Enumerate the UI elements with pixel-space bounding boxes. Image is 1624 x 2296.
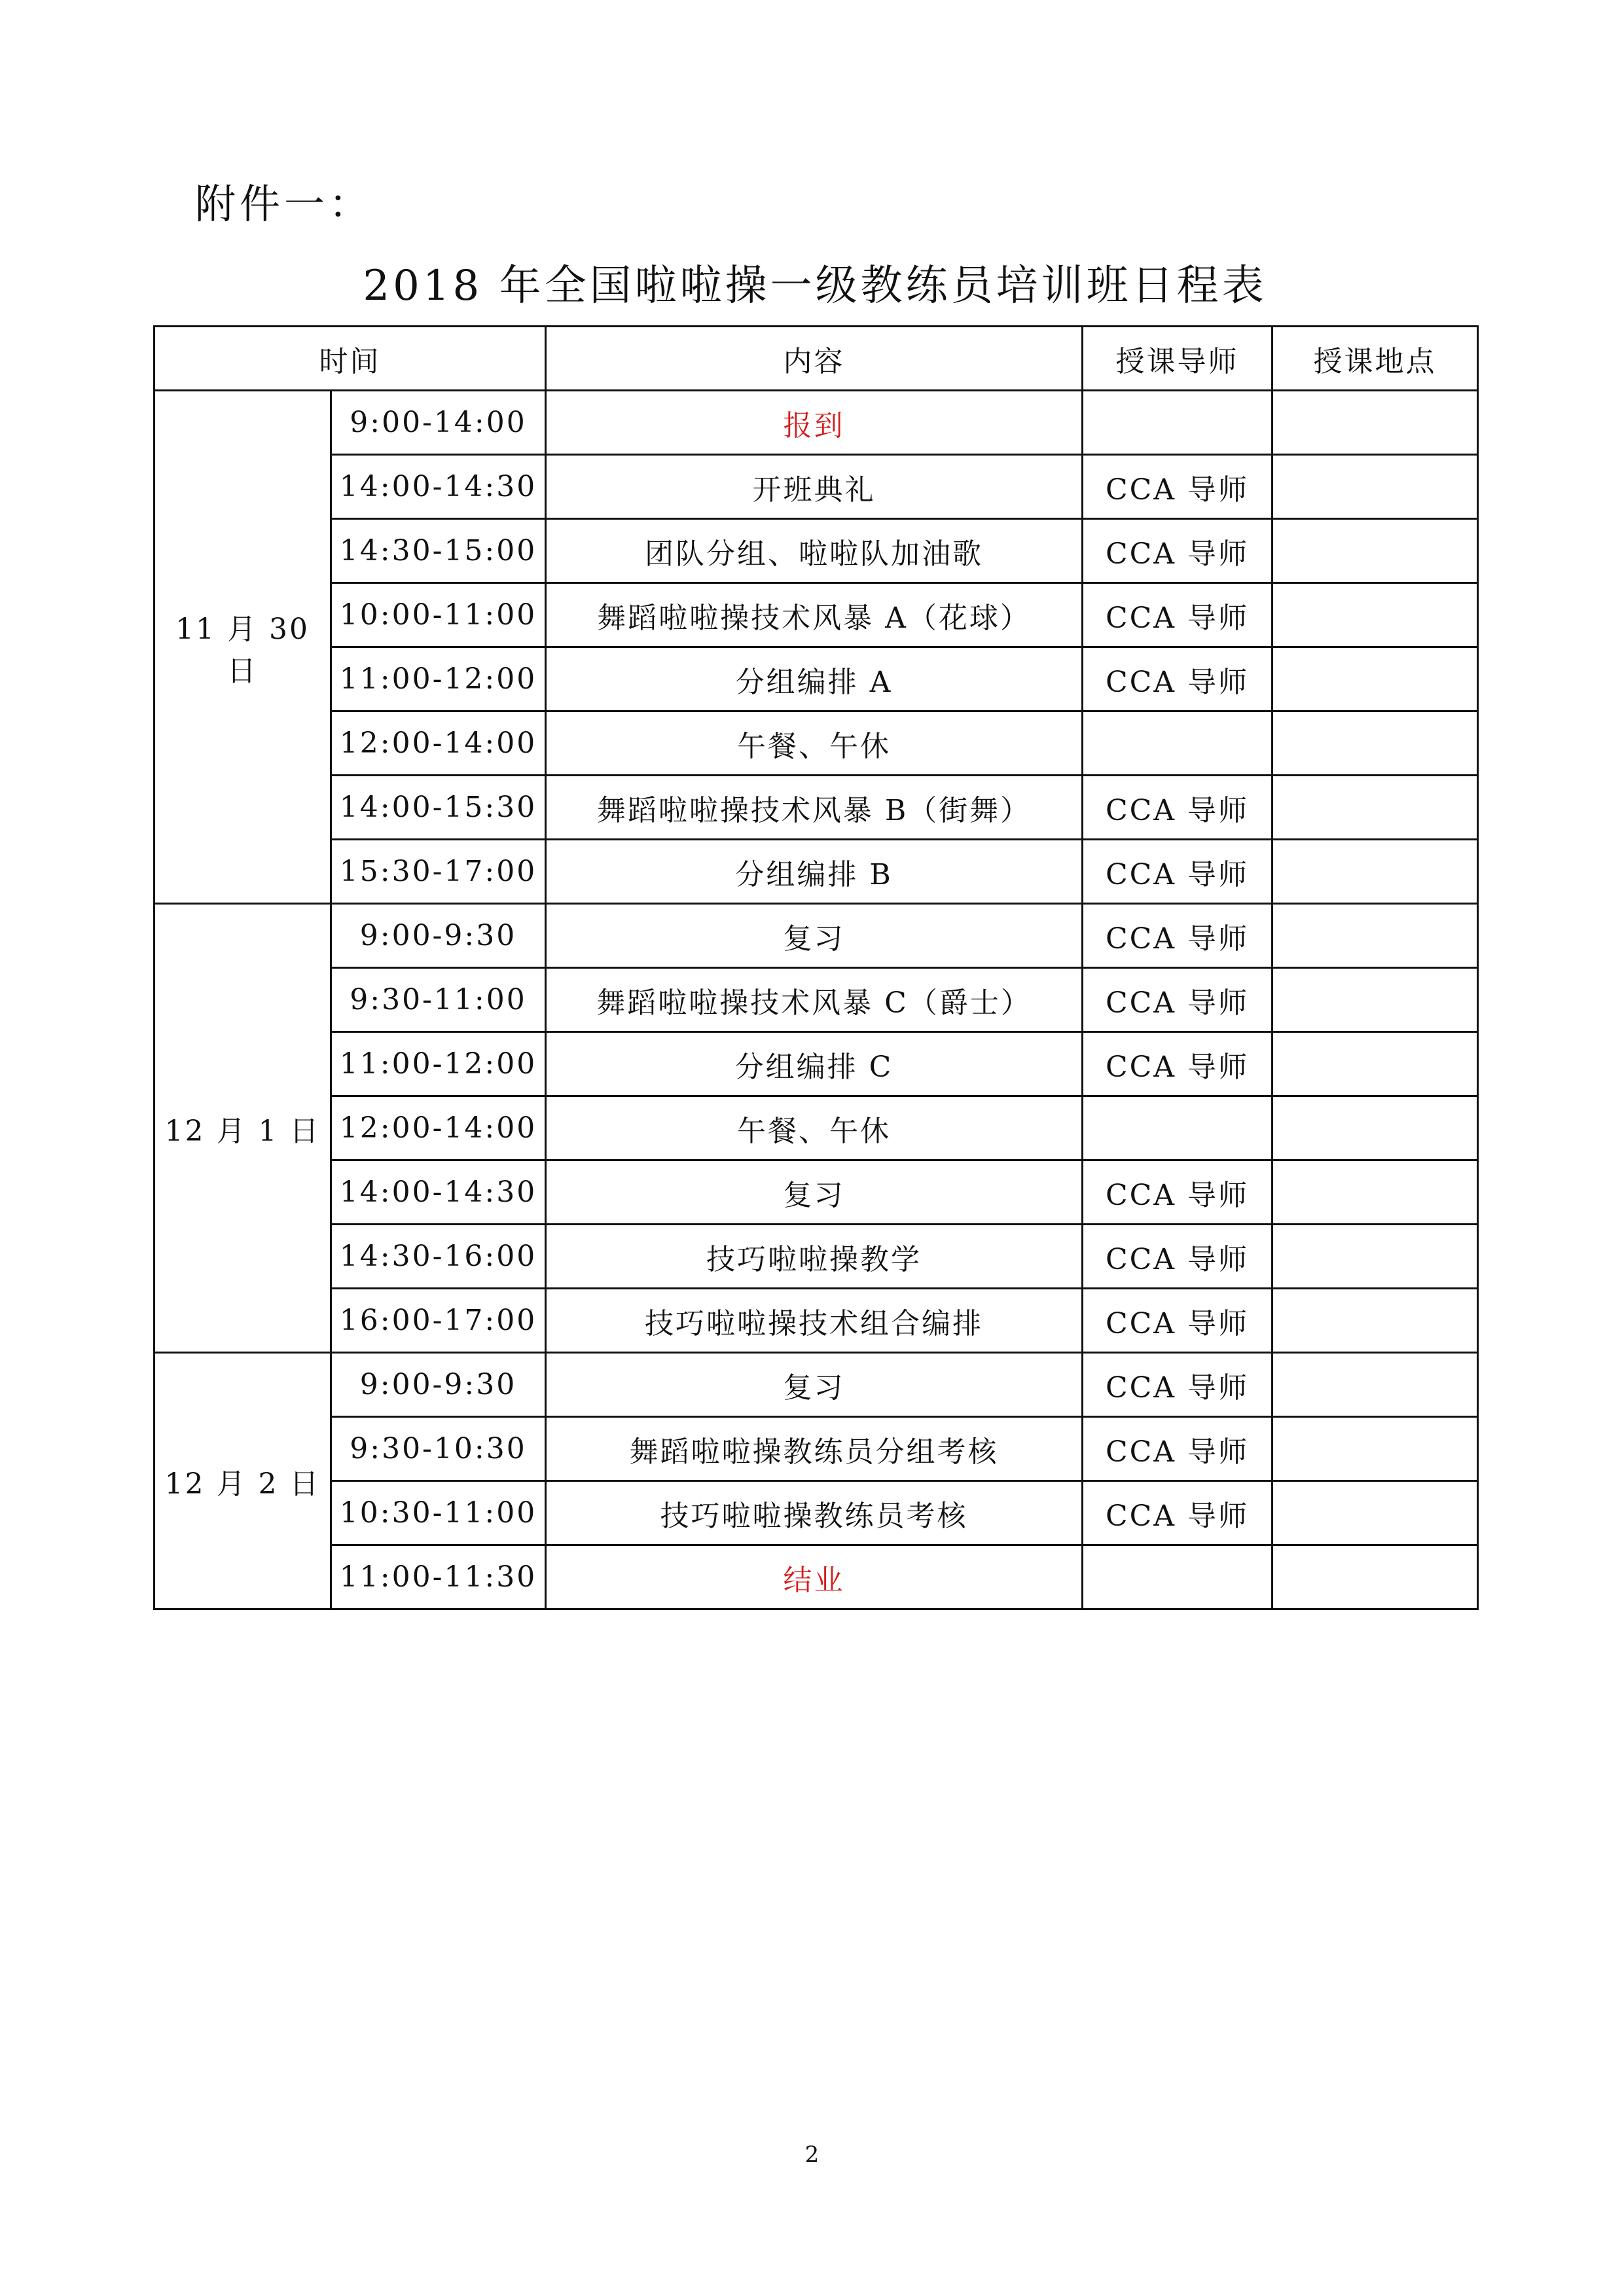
content-cell: 舞蹈啦啦操技术风暴 C（爵士） bbox=[546, 968, 1083, 1032]
content-cell: 结业 bbox=[546, 1545, 1083, 1609]
time-cell: 9:30-11:00 bbox=[331, 968, 546, 1032]
location-cell bbox=[1272, 776, 1478, 840]
time-cell: 11:00-11:30 bbox=[331, 1545, 546, 1609]
location-cell bbox=[1272, 1160, 1478, 1225]
table-row bbox=[154, 583, 1478, 647]
location-cell bbox=[1272, 647, 1478, 711]
time-cell: 9:00-9:30 bbox=[331, 1353, 546, 1417]
location-cell bbox=[1272, 904, 1478, 968]
table-row bbox=[154, 776, 1478, 840]
time-cell: 10:30-11:00 bbox=[331, 1481, 546, 1545]
location-cell bbox=[1272, 840, 1478, 904]
instructor-cell: CCA 导师 bbox=[1083, 583, 1272, 647]
content-cell: 技巧啦啦操教学 bbox=[546, 1225, 1083, 1289]
table-row bbox=[154, 968, 1478, 1032]
instructor-cell: CCA 导师 bbox=[1083, 1289, 1272, 1353]
time-cell: 9:30-10:30 bbox=[331, 1417, 546, 1481]
content-cell: 技巧啦啦操教练员考核 bbox=[546, 1481, 1083, 1545]
table-row bbox=[154, 1032, 1478, 1096]
instructor-cell: CCA 导师 bbox=[1083, 840, 1272, 904]
header-location: 授课地点 bbox=[1272, 327, 1478, 391]
table-row bbox=[154, 647, 1478, 711]
instructor-cell: CCA 导师 bbox=[1083, 1353, 1272, 1417]
location-cell bbox=[1272, 1545, 1478, 1609]
location-cell bbox=[1272, 519, 1478, 583]
instructor-cell: CCA 导师 bbox=[1083, 904, 1272, 968]
table-row bbox=[154, 1289, 1478, 1353]
instructor-cell: CCA 导师 bbox=[1083, 1032, 1272, 1096]
time-cell: 12:00-14:00 bbox=[331, 1096, 546, 1160]
table-row bbox=[154, 1545, 1478, 1609]
header-content: 内容 bbox=[546, 327, 1083, 391]
content-cell: 开班典礼 bbox=[546, 455, 1083, 519]
location-cell bbox=[1272, 1225, 1478, 1289]
time-cell: 11:00-12:00 bbox=[331, 647, 546, 711]
instructor-cell: CCA 导师 bbox=[1083, 776, 1272, 840]
table-row bbox=[154, 1353, 1478, 1417]
content-cell: 舞蹈啦啦操教练员分组考核 bbox=[546, 1417, 1083, 1481]
time-cell: 15:30-17:00 bbox=[331, 840, 546, 904]
table-row bbox=[154, 1481, 1478, 1545]
time-cell: 9:00-14:00 bbox=[331, 391, 546, 455]
page-number: 2 bbox=[804, 2142, 820, 2168]
location-cell bbox=[1272, 1289, 1478, 1353]
table-row bbox=[154, 840, 1478, 904]
content-cell: 午餐、午休 bbox=[546, 711, 1083, 776]
table-row bbox=[154, 1417, 1478, 1481]
table-row bbox=[154, 1096, 1478, 1160]
document-title: 2018 年全国啦啦操一级教练员培训班日程表 bbox=[363, 262, 1267, 310]
date-cell: 11 月 30 日 bbox=[154, 391, 331, 904]
time-cell: 9:00-9:30 bbox=[331, 904, 546, 968]
content-cell: 复习 bbox=[546, 1353, 1083, 1417]
content-cell: 舞蹈啦啦操技术风暴 B（街舞） bbox=[546, 776, 1083, 840]
location-cell bbox=[1272, 583, 1478, 647]
time-cell: 14:00-15:30 bbox=[331, 776, 546, 840]
instructor-cell: CCA 导师 bbox=[1083, 455, 1272, 519]
content-cell: 技巧啦啦操技术组合编排 bbox=[546, 1289, 1083, 1353]
schedule-body bbox=[154, 391, 1478, 1609]
time-cell: 16:00-17:00 bbox=[331, 1289, 546, 1353]
location-cell bbox=[1272, 1353, 1478, 1417]
location-cell bbox=[1272, 968, 1478, 1032]
instructor-cell: CCA 导师 bbox=[1083, 968, 1272, 1032]
date-cell: 12 月 1 日 bbox=[154, 904, 331, 1353]
instructor-cell: CCA 导师 bbox=[1083, 647, 1272, 711]
time-cell: 11:00-12:00 bbox=[331, 1032, 546, 1096]
instructor-cell: CCA 导师 bbox=[1083, 1481, 1272, 1545]
table-header-row bbox=[154, 327, 1478, 391]
content-cell: 分组编排 B bbox=[546, 840, 1083, 904]
location-cell bbox=[1272, 1096, 1478, 1160]
content-cell: 午餐、午休 bbox=[546, 1096, 1083, 1160]
instructor-cell bbox=[1083, 391, 1272, 455]
content-cell: 分组编排 C bbox=[546, 1032, 1083, 1096]
header-time: 时间 bbox=[154, 327, 546, 391]
table-row bbox=[154, 1160, 1478, 1225]
time-cell: 12:00-14:00 bbox=[331, 711, 546, 776]
time-cell: 14:00-14:30 bbox=[331, 455, 546, 519]
table-row bbox=[154, 455, 1478, 519]
instructor-cell: CCA 导师 bbox=[1083, 1160, 1272, 1225]
location-cell bbox=[1272, 391, 1478, 455]
location-cell bbox=[1272, 711, 1478, 776]
instructor-cell bbox=[1083, 1545, 1272, 1609]
location-cell bbox=[1272, 1417, 1478, 1481]
table-row bbox=[154, 904, 1478, 968]
table-row bbox=[154, 391, 1478, 455]
schedule-table bbox=[153, 325, 1479, 1610]
table-row bbox=[154, 711, 1478, 776]
instructor-cell: CCA 导师 bbox=[1083, 519, 1272, 583]
header-instructor: 授课导师 bbox=[1083, 327, 1272, 391]
content-cell: 复习 bbox=[546, 1160, 1083, 1225]
content-cell: 复习 bbox=[546, 904, 1083, 968]
date-cell: 12 月 2 日 bbox=[154, 1353, 331, 1609]
time-cell: 14:30-16:00 bbox=[331, 1225, 546, 1289]
instructor-cell bbox=[1083, 1096, 1272, 1160]
time-cell: 14:30-15:00 bbox=[331, 519, 546, 583]
location-cell bbox=[1272, 1032, 1478, 1096]
time-cell: 10:00-11:00 bbox=[331, 583, 546, 647]
content-cell: 报到 bbox=[546, 391, 1083, 455]
attachment-label: 附件一： bbox=[195, 180, 374, 228]
content-cell: 舞蹈啦啦操技术风暴 A（花球） bbox=[546, 583, 1083, 647]
location-cell bbox=[1272, 455, 1478, 519]
content-cell: 分组编排 A bbox=[546, 647, 1083, 711]
instructor-cell: CCA 导师 bbox=[1083, 1417, 1272, 1481]
time-cell: 14:00-14:30 bbox=[331, 1160, 546, 1225]
location-cell bbox=[1272, 1481, 1478, 1545]
table-row bbox=[154, 1225, 1478, 1289]
content-cell: 团队分组、啦啦队加油歌 bbox=[546, 519, 1083, 583]
instructor-cell: CCA 导师 bbox=[1083, 1225, 1272, 1289]
instructor-cell bbox=[1083, 711, 1272, 776]
table-row bbox=[154, 519, 1478, 583]
